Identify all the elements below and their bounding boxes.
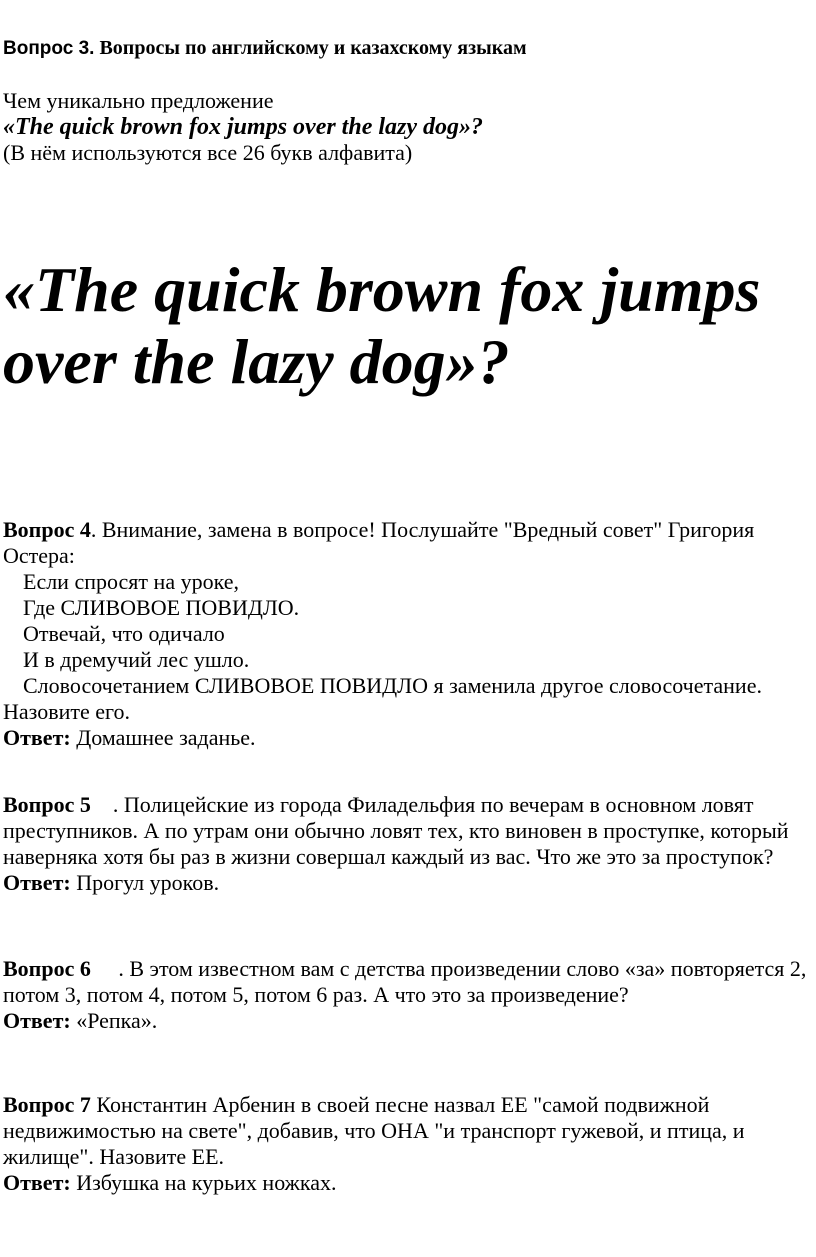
question-4-text xyxy=(3,517,811,569)
answer-label: Ответ: xyxy=(3,1170,71,1195)
question-6-label: Вопрос 6 xyxy=(3,956,91,981)
question-7-label: Вопрос 7 xyxy=(3,1092,91,1117)
question-3-heading xyxy=(3,36,527,61)
question-6-body: . В этом известном вам с детства произведении слово «за» повторяется 2, потом 3, потом 4, потом 5, потом 6 раз. А что это за произведение? xyxy=(3,956,812,1007)
question-3-intro xyxy=(3,88,483,166)
question-7-text xyxy=(3,1092,811,1170)
question-3-hint: (В нём используются все 26 букв алфавита) xyxy=(3,140,413,165)
question-4-task xyxy=(3,673,811,725)
answer-text: Домашнее заданье. xyxy=(70,725,256,750)
poem-line: Если спросят на уроке, xyxy=(23,569,239,594)
question-5 xyxy=(3,792,811,896)
pangram-line-2: over the lazy dog»? xyxy=(3,326,510,397)
question-5-text xyxy=(3,792,811,870)
question-3-quote: «The quick brown fox jumps over the lazy dog»? xyxy=(3,114,484,140)
pangram-big-quote xyxy=(3,254,803,398)
question-4-answer xyxy=(3,725,811,751)
answer-text: Прогул уроков. xyxy=(70,870,220,895)
answer-label: Ответ: xyxy=(3,1008,71,1033)
question-4-label: Вопрос 4 xyxy=(3,517,91,542)
question-7-answer xyxy=(3,1170,811,1196)
question-4-task-text: Словосочетанием СЛИВОВОЕ ПОВИДЛО я заменила другое словосочетание. Назовите его. xyxy=(3,673,762,724)
question-7 xyxy=(3,1092,811,1196)
question-5-body: . Полицейские из города Филадельфия по вечерам в основном ловят преступников. А по утрам они обычно ловят тех, кто виновен в проступке, который наверняка хотя бы раз в жизни совершал каждый из вас. Что же это за проступок? xyxy=(3,792,795,869)
poem-line: Отвечай, что одичало xyxy=(23,621,225,646)
question-5-label: Вопрос 5 xyxy=(3,792,91,817)
question-3-label: Вопрос 3. xyxy=(3,38,95,59)
question-3-text: Чем уникально предложение xyxy=(3,88,274,113)
question-3-title: Вопросы по английскому и казахскому языкам xyxy=(94,37,527,59)
poem-line: И в дремучий лес ушло. xyxy=(23,647,250,672)
question-6-answer xyxy=(3,1008,811,1034)
question-6-text xyxy=(3,956,811,1008)
question-4 xyxy=(3,517,811,751)
question-6 xyxy=(3,956,811,1034)
pangram-line-1: «The quick brown fox jumps xyxy=(3,254,761,325)
question-7-body: Константин Арбенин в своей песне назвал ЕЕ "самой подвижной недвижимостью на свете", добавив, что ОНА "и транспорт гужевой, и птица, и жилище". Назовите ЕЕ. xyxy=(3,1092,745,1169)
question-4-body: . Внимание, замена в вопросе! Послушайте "Вредный совет" Григория Остера: xyxy=(3,517,755,568)
answer-label: Ответ: xyxy=(3,725,71,750)
question-5-answer xyxy=(3,870,811,896)
answer-text: «Репка». xyxy=(70,1008,158,1033)
poem-line: Где СЛИВОВОЕ ПОВИДЛО. xyxy=(23,595,300,620)
answer-text: Избушка на курьих ножках. xyxy=(70,1170,337,1195)
answer-label: Ответ: xyxy=(3,870,71,895)
